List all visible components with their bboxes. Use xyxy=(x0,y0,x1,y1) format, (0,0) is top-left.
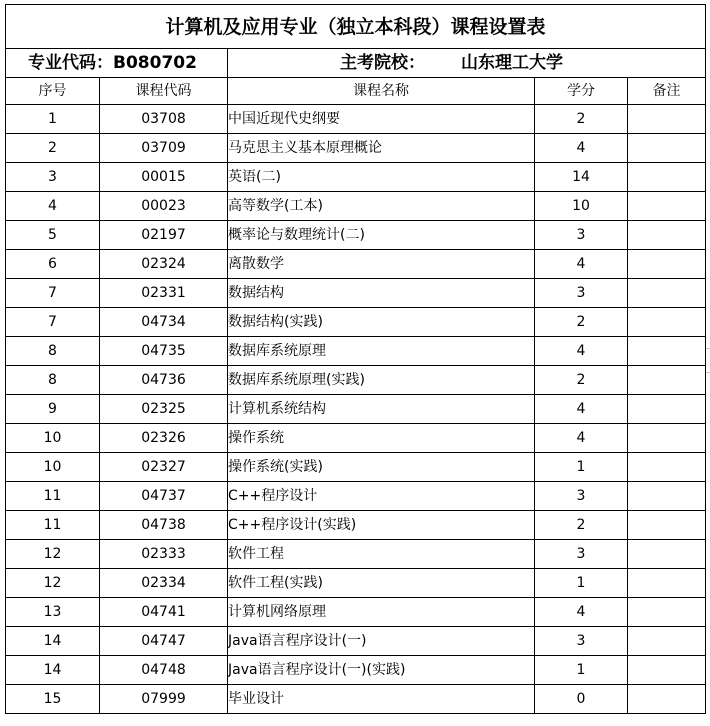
cell-credits: 4 xyxy=(535,134,628,163)
table-row xyxy=(6,250,706,279)
cell-code: 02325 xyxy=(100,395,228,424)
cell-remarks xyxy=(628,627,706,656)
cell-name: 数据库系统原理(实践) xyxy=(228,366,535,395)
cell-credits: 4 xyxy=(535,337,628,366)
cell-credits: 1 xyxy=(535,453,628,482)
table-row xyxy=(6,511,706,540)
cell-name: 操作系统(实践) xyxy=(228,453,535,482)
cell-code: 02327 xyxy=(100,453,228,482)
cell-remarks xyxy=(628,221,706,250)
cell-name: 软件工程 xyxy=(228,540,535,569)
cell-seq: 6 xyxy=(6,250,100,279)
cell-code: 02324 xyxy=(100,250,228,279)
cell-seq: 14 xyxy=(6,627,100,656)
cell-name: 毕业设计 xyxy=(228,685,535,714)
cell-credits: 14 xyxy=(535,163,628,192)
cell-code: 04738 xyxy=(100,511,228,540)
cell-remarks xyxy=(628,279,706,308)
cell-code: 00023 xyxy=(100,192,228,221)
edge-artifact xyxy=(706,348,710,349)
cell-code: 07999 xyxy=(100,685,228,714)
cell-credits: 0 xyxy=(535,685,628,714)
cell-remarks xyxy=(628,308,706,337)
cell-code: 02333 xyxy=(100,540,228,569)
cell-remarks xyxy=(628,656,706,685)
cell-seq: 10 xyxy=(6,453,100,482)
cell-seq: 3 xyxy=(6,163,100,192)
table-row xyxy=(6,192,706,221)
cell-credits: 3 xyxy=(535,482,628,511)
table-row xyxy=(6,453,706,482)
table-row xyxy=(6,656,706,685)
cell-name: C++程序设计 xyxy=(228,482,535,511)
cell-code: 04736 xyxy=(100,366,228,395)
cell-code: 02334 xyxy=(100,569,228,598)
header-row xyxy=(6,78,706,105)
cell-name: Java语言程序设计(一)(实践) xyxy=(228,656,535,685)
table-row xyxy=(6,395,706,424)
cell-remarks xyxy=(628,163,706,192)
table-row xyxy=(6,569,706,598)
cell-code: 02326 xyxy=(100,424,228,453)
table-row xyxy=(6,105,706,134)
cell-seq: 8 xyxy=(6,337,100,366)
cell-name: 操作系统 xyxy=(228,424,535,453)
table-title: 计算机及应用专业（独立本科段）课程设置表 xyxy=(6,5,706,49)
exam-school-label: 主考院校： xyxy=(340,53,425,73)
cell-remarks xyxy=(628,366,706,395)
cell-remarks xyxy=(628,105,706,134)
cell-name: 数据库系统原理 xyxy=(228,337,535,366)
edge-artifact xyxy=(706,372,710,373)
cell-seq: 8 xyxy=(6,366,100,395)
cell-remarks xyxy=(628,685,706,714)
table-row xyxy=(6,482,706,511)
cell-remarks xyxy=(628,337,706,366)
cell-remarks xyxy=(628,511,706,540)
cell-seq: 5 xyxy=(6,221,100,250)
cell-seq: 7 xyxy=(6,308,100,337)
cell-remarks xyxy=(628,482,706,511)
cell-name: 离散数学 xyxy=(228,250,535,279)
cell-credits: 2 xyxy=(535,105,628,134)
table-row xyxy=(6,221,706,250)
cell-remarks xyxy=(628,453,706,482)
header-name: 课程名称 xyxy=(228,78,535,105)
cell-name: 数据结构 xyxy=(228,279,535,308)
cell-seq: 12 xyxy=(6,540,100,569)
cell-remarks xyxy=(628,598,706,627)
cell-remarks xyxy=(628,424,706,453)
cell-code: 04741 xyxy=(100,598,228,627)
table-row xyxy=(6,163,706,192)
cell-name: 计算机网络原理 xyxy=(228,598,535,627)
major-code: 专业代码：B080702 xyxy=(6,49,228,78)
header-remarks: 备注 xyxy=(628,78,706,105)
cell-credits: 10 xyxy=(535,192,628,221)
cell-name: 计算机系统结构 xyxy=(228,395,535,424)
table-row xyxy=(6,685,706,714)
header-code: 课程代码 xyxy=(100,78,228,105)
cell-name: 数据结构(实践) xyxy=(228,308,535,337)
cell-seq: 1 xyxy=(6,105,100,134)
cell-code: 04734 xyxy=(100,308,228,337)
cell-name: Java语言程序设计(一) xyxy=(228,627,535,656)
header-seq: 序号 xyxy=(6,78,100,105)
cell-code: 03708 xyxy=(100,105,228,134)
cell-seq: 4 xyxy=(6,192,100,221)
table-row xyxy=(6,627,706,656)
cell-seq: 14 xyxy=(6,656,100,685)
cell-remarks xyxy=(628,250,706,279)
cell-seq: 11 xyxy=(6,511,100,540)
cell-credits: 4 xyxy=(535,395,628,424)
cell-credits: 3 xyxy=(535,279,628,308)
cell-remarks xyxy=(628,192,706,221)
cell-code: 04737 xyxy=(100,482,228,511)
table-row xyxy=(6,598,706,627)
header-credits: 学分 xyxy=(535,78,628,105)
cell-credits: 4 xyxy=(535,250,628,279)
title-row xyxy=(6,5,706,49)
cell-remarks xyxy=(628,395,706,424)
cell-code: 04747 xyxy=(100,627,228,656)
cell-remarks xyxy=(628,569,706,598)
cell-credits: 1 xyxy=(535,656,628,685)
table-row xyxy=(6,308,706,337)
exam-school xyxy=(228,49,706,78)
cell-name: 英语(二) xyxy=(228,163,535,192)
table-row xyxy=(6,134,706,163)
cell-seq: 7 xyxy=(6,279,100,308)
cell-seq: 10 xyxy=(6,424,100,453)
table-row xyxy=(6,424,706,453)
cell-code: 04735 xyxy=(100,337,228,366)
table-row xyxy=(6,540,706,569)
cell-name: C++程序设计(实践) xyxy=(228,511,535,540)
cell-name: 软件工程(实践) xyxy=(228,569,535,598)
cell-code: 02331 xyxy=(100,279,228,308)
cell-credits: 4 xyxy=(535,424,628,453)
cell-credits: 4 xyxy=(535,598,628,627)
cell-seq: 13 xyxy=(6,598,100,627)
table-row xyxy=(6,279,706,308)
cell-seq: 2 xyxy=(6,134,100,163)
cell-name: 中国近现代史纲要 xyxy=(228,105,535,134)
cell-credits: 2 xyxy=(535,308,628,337)
table-row xyxy=(6,337,706,366)
cell-seq: 12 xyxy=(6,569,100,598)
cell-credits: 3 xyxy=(535,221,628,250)
info-row xyxy=(6,49,706,78)
cell-code: 03709 xyxy=(100,134,228,163)
table-row xyxy=(6,366,706,395)
cell-name: 马克思主义基本原理概论 xyxy=(228,134,535,163)
cell-seq: 9 xyxy=(6,395,100,424)
cell-remarks xyxy=(628,540,706,569)
cell-code: 00015 xyxy=(100,163,228,192)
cell-credits: 2 xyxy=(535,366,628,395)
cell-credits: 2 xyxy=(535,511,628,540)
exam-school-name: 山东理工大学 xyxy=(461,53,563,73)
cell-remarks xyxy=(628,134,706,163)
cell-seq: 11 xyxy=(6,482,100,511)
cell-name: 高等数学(工本) xyxy=(228,192,535,221)
cell-credits: 3 xyxy=(535,540,628,569)
cell-credits: 3 xyxy=(535,627,628,656)
cell-code: 02197 xyxy=(100,221,228,250)
cell-code: 04748 xyxy=(100,656,228,685)
course-table xyxy=(5,4,706,714)
cell-name: 概率论与数理统计(二) xyxy=(228,221,535,250)
cell-credits: 1 xyxy=(535,569,628,598)
cell-seq: 15 xyxy=(6,685,100,714)
